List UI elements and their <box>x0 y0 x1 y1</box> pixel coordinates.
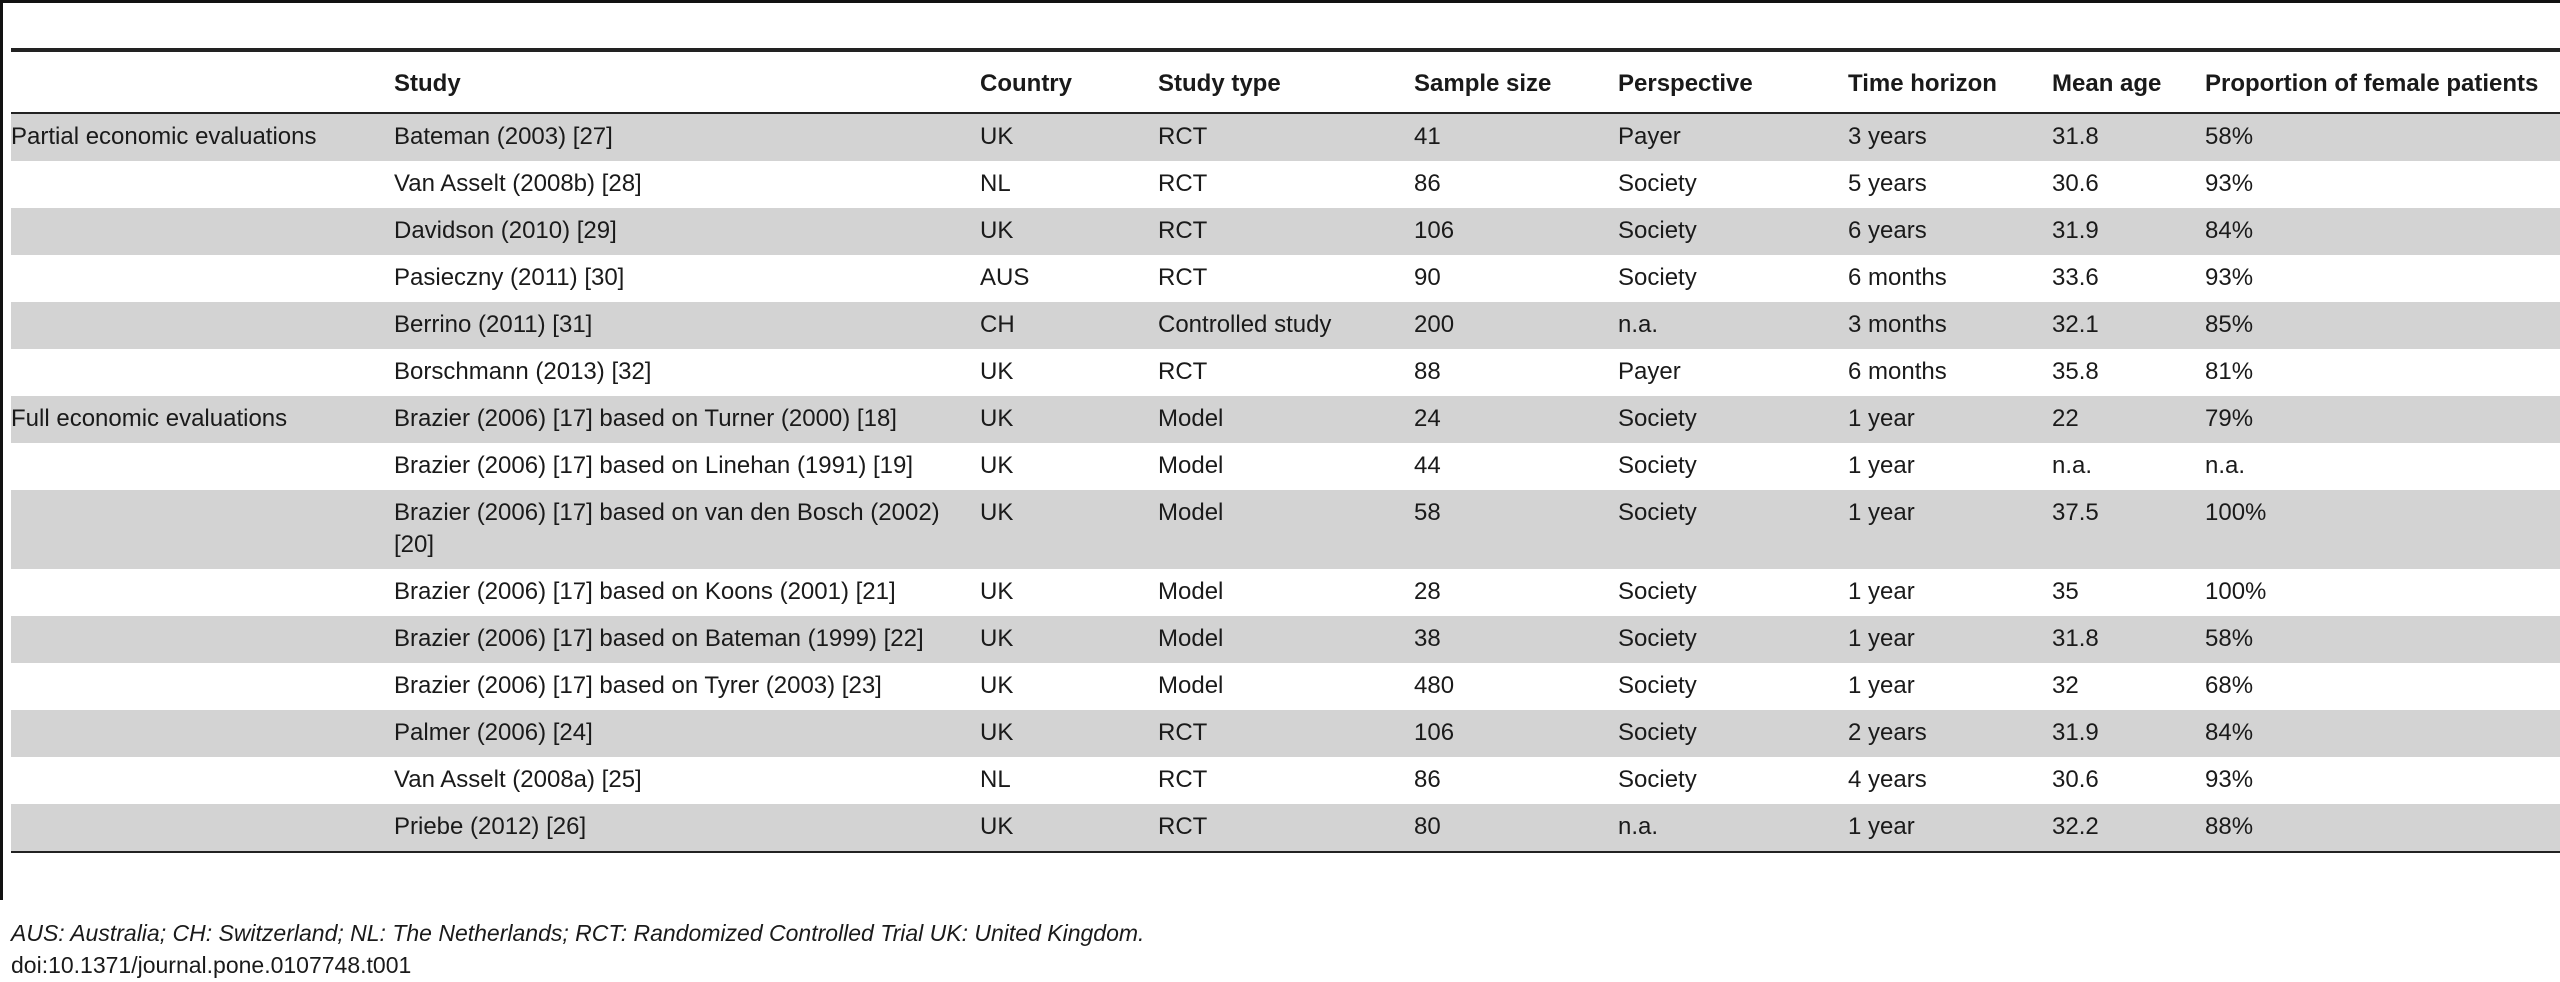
table-row <box>11 349 2560 396</box>
country-cell: CH <box>980 302 1158 349</box>
sample-size-cell: 88 <box>1414 358 1441 385</box>
time-horizon-cell: 1 year <box>1848 804 2052 852</box>
study-type-cell: Model <box>1158 672 1224 699</box>
table-row <box>11 757 2560 804</box>
perspective-cell: Society <box>1618 616 1848 663</box>
header-study-type: Study type <box>1158 51 1414 113</box>
study-cell: Bateman (2003) [27] <box>394 113 980 161</box>
study-cell: Pasieczny (2011) [30] <box>394 264 625 291</box>
mean-age-cell: n.a. <box>2052 452 2093 479</box>
study-cell: Van Asselt (2008a) [25] <box>394 766 642 793</box>
mean-age-cell: 35.8 <box>2052 358 2099 385</box>
female-proportion-cell: 93% <box>2205 766 2254 793</box>
country-cell: UK <box>980 452 1014 479</box>
category-cell <box>11 804 394 852</box>
country-cell: NL <box>980 170 1011 197</box>
study-cell: Brazier (2006) [17] based on Bateman (1999) [22] <box>394 616 980 663</box>
study-type-cell: RCT <box>1158 208 1414 255</box>
perspective-cell: Payer <box>1618 113 1848 161</box>
study-type-cell: Model <box>1158 490 1414 569</box>
time-horizon-cell: 4 years <box>1848 766 1927 793</box>
time-horizon-cell: 1 year <box>1848 490 2052 569</box>
sample-size-cell: 44 <box>1414 452 1441 479</box>
header-category <box>11 51 394 113</box>
study-type-cell: Model <box>1158 452 1224 479</box>
female-proportion-cell: 84% <box>2205 710 2560 757</box>
female-proportion-cell: 58% <box>2205 616 2560 663</box>
study-type-cell: RCT <box>1158 804 1414 852</box>
study-characteristics-table <box>11 48 2560 853</box>
table-row <box>11 443 2560 490</box>
country-cell: UK <box>980 616 1158 663</box>
sample-size-cell: 480 <box>1414 672 1455 699</box>
study-characteristics-table-wrapper <box>11 48 2560 853</box>
country-cell: UK <box>980 490 1158 569</box>
mean-age-cell: 32.2 <box>2052 804 2205 852</box>
header-sample-size: Sample size <box>1414 51 1618 113</box>
study-cell: Palmer (2006) [24] <box>394 710 980 757</box>
mean-age-cell: 37.5 <box>2052 490 2205 569</box>
category-cell <box>11 663 394 710</box>
top-border <box>0 0 2560 3</box>
sample-size-cell: 80 <box>1414 804 1618 852</box>
table-row <box>11 490 2560 569</box>
table-row <box>11 161 2560 208</box>
perspective-cell: Society <box>1618 672 1697 699</box>
mean-age-cell: 32 <box>2052 672 2079 699</box>
left-border <box>0 0 3 900</box>
table-row <box>11 663 2560 710</box>
sample-size-cell: 24 <box>1414 396 1618 443</box>
female-proportion-cell: 85% <box>2205 302 2560 349</box>
sample-size-cell: 106 <box>1414 710 1618 757</box>
perspective-cell: n.a. <box>1618 302 1848 349</box>
sample-size-cell: 106 <box>1414 208 1618 255</box>
category-cell <box>11 757 394 804</box>
sample-size-cell: 200 <box>1414 302 1618 349</box>
female-proportion-cell: 81% <box>2205 358 2254 385</box>
study-cell: Brazier (2006) [17] based on Tyrer (2003) [23] <box>394 672 882 699</box>
study-type-cell: RCT <box>1158 170 1208 197</box>
time-horizon-cell: 6 years <box>1848 208 2052 255</box>
female-proportion-cell: 68% <box>2205 672 2254 699</box>
sample-size-cell: 58 <box>1414 490 1618 569</box>
study-type-cell: Model <box>1158 616 1414 663</box>
study-cell: Borschmann (2013) [32] <box>394 358 652 385</box>
table-row <box>11 616 2560 663</box>
female-proportion-cell: 58% <box>2205 113 2560 161</box>
header-female-proportion: Proportion of female patients <box>2205 51 2560 113</box>
category-cell: Partial economic evaluations <box>11 113 394 161</box>
mean-age-cell: 22 <box>2052 396 2205 443</box>
header-study: Study <box>394 51 980 113</box>
header-mean-age: Mean age <box>2052 51 2205 113</box>
time-horizon-cell: 6 months <box>1848 264 1947 291</box>
study-cell: Priebe (2012) [26] <box>394 804 980 852</box>
category-cell <box>11 616 394 663</box>
sample-size-cell: 38 <box>1414 616 1618 663</box>
category-cell <box>11 255 394 302</box>
sample-size-cell: 86 <box>1414 766 1441 793</box>
female-proportion-cell: 93% <box>2205 264 2254 291</box>
perspective-cell: Payer <box>1618 358 1681 385</box>
time-horizon-cell: 6 months <box>1848 358 1947 385</box>
table-body <box>11 113 2560 852</box>
perspective-cell: Society <box>1618 710 1848 757</box>
perspective-cell: Society <box>1618 766 1697 793</box>
study-type-cell: RCT <box>1158 113 1414 161</box>
header-time-horizon: Time horizon <box>1848 51 2052 113</box>
country-cell: UK <box>980 710 1158 757</box>
table-footnote: AUS: Australia; CH: Switzerland; NL: The Netherlands; RCT: Randomized Controlled Trial UK: United Kingdom. <box>11 920 1145 946</box>
category-cell <box>11 349 394 396</box>
study-type-cell: Model <box>1158 396 1414 443</box>
table-row <box>11 113 2560 161</box>
country-cell: UK <box>980 358 1014 385</box>
time-horizon-cell: 5 years <box>1848 170 1927 197</box>
country-cell: UK <box>980 578 1014 605</box>
time-horizon-cell: 2 years <box>1848 710 2052 757</box>
category-cell <box>11 208 394 255</box>
time-horizon-cell: 3 months <box>1848 302 2052 349</box>
time-horizon-cell: 1 year <box>1848 452 1915 479</box>
female-proportion-cell: 93% <box>2205 170 2254 197</box>
study-cell: Brazier (2006) [17] based on Linehan (1991) [19] <box>394 452 914 479</box>
mean-age-cell: 31.8 <box>2052 616 2205 663</box>
mean-age-cell: 30.6 <box>2052 170 2099 197</box>
category-cell: Full economic evaluations <box>11 396 394 443</box>
table-row <box>11 569 2560 616</box>
study-cell: Davidson (2010) [29] <box>394 208 980 255</box>
category-cell <box>11 710 394 757</box>
perspective-cell: n.a. <box>1618 804 1848 852</box>
category-cell <box>11 490 394 569</box>
study-type-cell: Controlled study <box>1158 302 1414 349</box>
country-cell: NL <box>980 766 1011 793</box>
time-horizon-cell: 1 year <box>1848 578 1915 605</box>
time-horizon-cell: 1 year <box>1848 396 2052 443</box>
table-row <box>11 208 2560 255</box>
header-country: Country <box>980 51 1158 113</box>
country-cell: UK <box>980 208 1158 255</box>
perspective-cell: Society <box>1618 578 1697 605</box>
mean-age-cell: 35 <box>2052 578 2079 605</box>
female-proportion-cell: 88% <box>2205 804 2560 852</box>
country-cell: AUS <box>980 264 1030 291</box>
table-header <box>11 49 2560 113</box>
perspective-cell: Society <box>1618 170 1697 197</box>
country-cell: UK <box>980 672 1014 699</box>
mean-age-cell: 31.9 <box>2052 208 2205 255</box>
category-cell <box>11 443 394 490</box>
country-cell: UK <box>980 804 1158 852</box>
mean-age-cell: 31.9 <box>2052 710 2205 757</box>
table-row <box>11 804 2560 852</box>
table-row <box>11 710 2560 757</box>
doi-line: doi:10.1371/journal.pone.0107748.t001 <box>11 952 412 978</box>
study-cell: Van Asselt (2008b) [28] <box>394 170 642 197</box>
perspective-cell: Society <box>1618 396 1848 443</box>
female-proportion-cell: n.a. <box>2205 452 2246 479</box>
perspective-cell: Society <box>1618 490 1848 569</box>
table-row <box>11 255 2560 302</box>
mean-age-cell: 31.8 <box>2052 113 2205 161</box>
header-row <box>11 51 2560 113</box>
time-horizon-cell: 3 years <box>1848 113 2052 161</box>
study-type-cell: RCT <box>1158 264 1208 291</box>
mean-age-cell: 33.6 <box>2052 264 2099 291</box>
female-proportion-cell: 79% <box>2205 396 2560 443</box>
category-cell <box>11 161 394 208</box>
study-cell: Brazier (2006) [17] based on Koons (2001) [21] <box>394 578 896 605</box>
table-row <box>11 302 2560 349</box>
study-cell: Brazier (2006) [17] based on Turner (2000) [18] <box>394 396 980 443</box>
study-type-cell: Model <box>1158 578 1224 605</box>
mean-age-cell: 30.6 <box>2052 766 2099 793</box>
perspective-cell: Society <box>1618 264 1697 291</box>
perspective-cell: Society <box>1618 208 1848 255</box>
sample-size-cell: 41 <box>1414 113 1618 161</box>
category-cell <box>11 569 394 616</box>
header-perspective: Perspective <box>1618 51 1848 113</box>
time-horizon-cell: 1 year <box>1848 616 2052 663</box>
female-proportion-cell: 100% <box>2205 578 2267 605</box>
female-proportion-cell: 84% <box>2205 208 2560 255</box>
study-cell: Berrino (2011) [31] <box>394 302 980 349</box>
study-type-cell: RCT <box>1158 766 1208 793</box>
sample-size-cell: 86 <box>1414 170 1441 197</box>
time-horizon-cell: 1 year <box>1848 672 1915 699</box>
study-type-cell: RCT <box>1158 358 1208 385</box>
table-row <box>11 396 2560 443</box>
female-proportion-cell: 100% <box>2205 490 2560 569</box>
sample-size-cell: 90 <box>1414 264 1441 291</box>
study-type-cell: RCT <box>1158 710 1414 757</box>
mean-age-cell: 32.1 <box>2052 302 2205 349</box>
country-cell: UK <box>980 396 1158 443</box>
category-cell <box>11 302 394 349</box>
sample-size-cell: 28 <box>1414 578 1441 605</box>
perspective-cell: Society <box>1618 452 1697 479</box>
country-cell: UK <box>980 113 1158 161</box>
study-cell: Brazier (2006) [17] based on van den Bosch (2002) [20] <box>394 490 980 569</box>
